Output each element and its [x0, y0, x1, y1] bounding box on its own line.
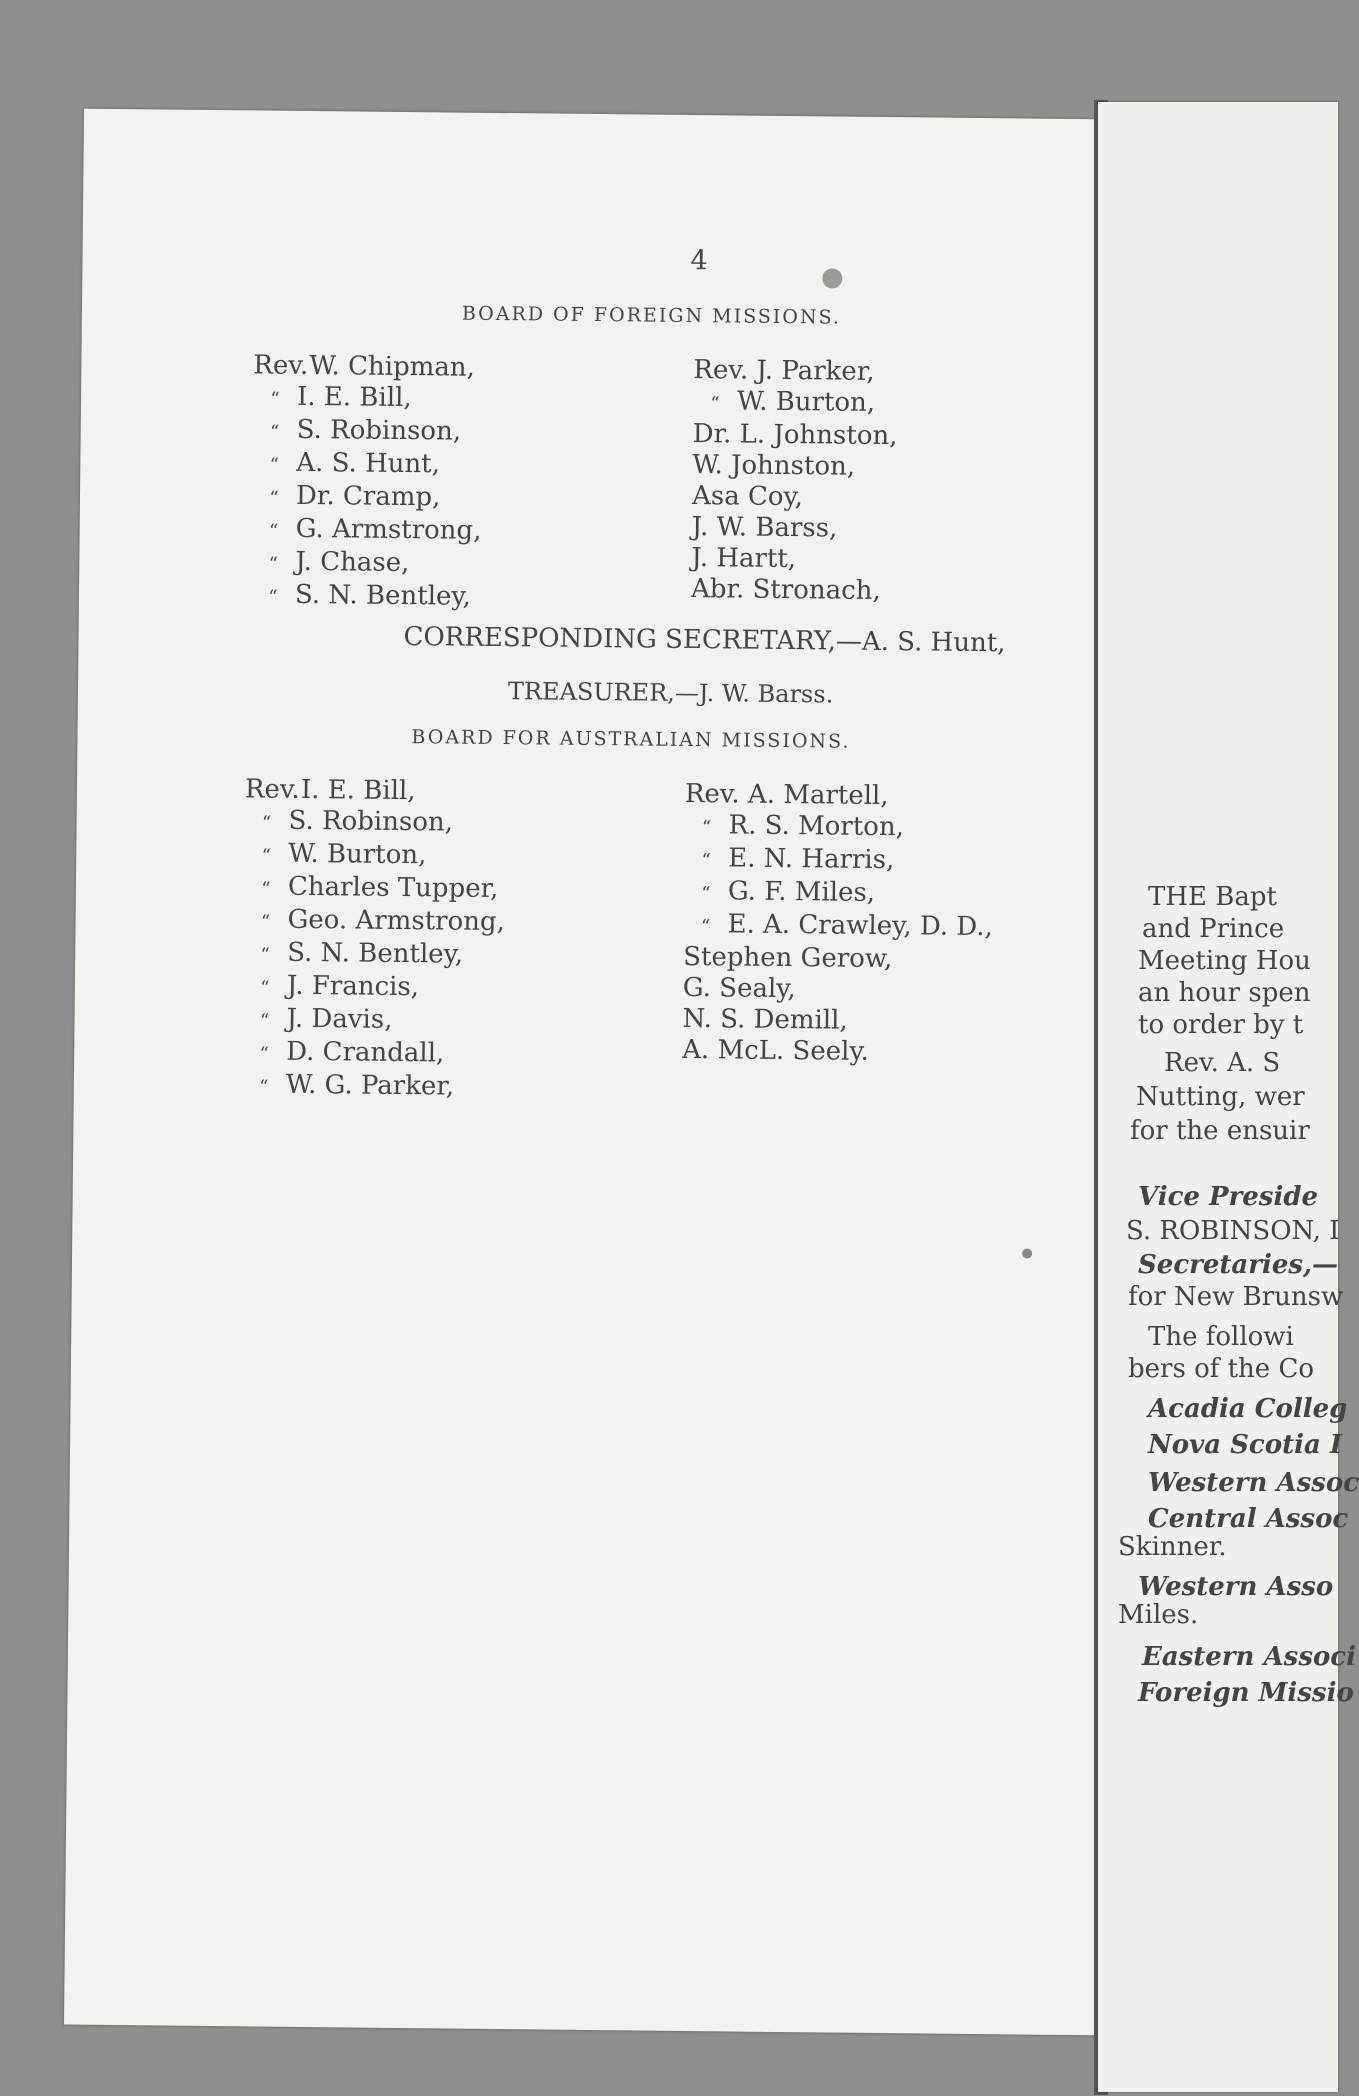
foreign-board-entry — [252, 447, 482, 482]
entry-name: G. Sealy, — [682, 972, 796, 1005]
right-page-fragment: Acadia Colleg — [1148, 1394, 1348, 1424]
right-page-fragment: THE Bapt — [1148, 882, 1277, 912]
entry-name: Geo. Armstrong, — [287, 904, 506, 938]
entry-name: J. W. Barss, — [691, 512, 838, 544]
right-page-fragment: for the ensuir — [1130, 1116, 1310, 1146]
ink-spot — [822, 268, 842, 288]
entry-prefix: “ — [260, 911, 271, 933]
australian-board-entry — [682, 1004, 992, 1038]
entry-name: J. Hartt, — [691, 543, 797, 575]
right-page-fragment: Eastern Associ — [1142, 1642, 1357, 1672]
entry-name: Stephen Gerow, — [683, 941, 893, 975]
entry-name: S. N. Bentley, — [294, 579, 472, 612]
australian-board-entry — [242, 1069, 504, 1105]
australian-board-entry — [244, 871, 506, 907]
entry-name: N. S. Demill, — [682, 1003, 848, 1036]
ink-spot — [1022, 1249, 1032, 1259]
australian-board-entry — [685, 779, 995, 813]
right-page-fragment: S. ROBINSON, I — [1126, 1216, 1340, 1246]
entry-prefix: “ — [701, 817, 712, 839]
australian-board-column-2 — [682, 779, 994, 1069]
entry-name: I. E. Bill, — [300, 774, 416, 807]
entry-name: J. Chase, — [295, 546, 410, 579]
entry-prefix: “ — [268, 586, 278, 608]
entry-name: W. Burton, — [288, 838, 427, 871]
entry-name: Charles Tupper, — [287, 871, 499, 904]
entry-prefix: “ — [701, 850, 711, 872]
entry-name: W. Johnston, — [692, 450, 856, 482]
australian-board-entry — [244, 838, 506, 874]
foreign-board-entry — [693, 355, 898, 388]
entry-name: E. A. Crawley, D. D., — [727, 909, 993, 943]
entry-name: G. F. Miles, — [727, 876, 876, 908]
australian-board-entry — [242, 1036, 504, 1072]
entry-prefix: “ — [268, 520, 279, 542]
right-page-fragment: for New Brunsw — [1128, 1282, 1344, 1312]
right-page-fragment: bers of the Co — [1128, 1354, 1314, 1384]
entry-name: A. S. Hunt, — [296, 447, 441, 480]
foreign-board-entry — [692, 481, 897, 514]
entry-name: D. Crandall, — [286, 1036, 445, 1069]
australian-board-entry — [684, 876, 994, 912]
foreign-board-column-1 — [251, 350, 483, 614]
entry-name: Abr. Stronach, — [690, 574, 881, 606]
foreign-board-entry — [251, 579, 481, 614]
right-page — [1098, 102, 1359, 2092]
foreign-board-entry — [692, 512, 897, 545]
right-page-fragment: Rev. A. S — [1164, 1048, 1281, 1078]
australian-board-entry — [684, 843, 994, 879]
entry-prefix: “ — [259, 1076, 269, 1098]
australian-board-entry — [683, 942, 993, 976]
entry-name: W. Chipman, — [309, 350, 476, 383]
foreign-board-entry — [251, 513, 481, 548]
entry-name: J. Francis, — [286, 970, 420, 1003]
entry-prefix: “ — [269, 454, 280, 476]
entry-name: Rev. J. Parker, — [693, 355, 875, 387]
foreign-board-entry — [253, 350, 483, 383]
right-page-fragment: Secretaries,— — [1138, 1250, 1339, 1280]
entry-prefix: “ — [268, 553, 279, 575]
foreign-board-entry — [692, 450, 897, 483]
entry-prefix: “ — [700, 916, 711, 938]
entry-prefix: “ — [259, 1010, 270, 1032]
right-page-fragment: Miles. — [1118, 1600, 1199, 1630]
right-page-fragment: Western Asso — [1138, 1572, 1334, 1602]
foreign-missions-heading: BOARD OF FOREIGN MISSIONS. — [461, 302, 842, 329]
entry-name: G. Armstrong, — [295, 513, 482, 546]
foreign-board-entry — [251, 546, 481, 581]
entry-name: J. Davis, — [286, 1003, 393, 1035]
right-page-fragment: Vice Preside — [1138, 1182, 1319, 1212]
entry-prefix: “ — [261, 812, 272, 834]
entry-prefix: “ — [270, 388, 280, 410]
entry-name: W. Burton, — [736, 386, 876, 418]
entry-name: Dr. L. Johnston, — [692, 419, 898, 452]
entry-name: Rev. A. Martell, — [684, 778, 889, 812]
right-page-fragment: The followi — [1148, 1322, 1294, 1352]
entry-name: E. N. Harris, — [728, 843, 895, 876]
treasurer: TREASURER,—J. W. Barss. — [507, 677, 834, 709]
australian-board-entry — [245, 774, 507, 808]
entry-prefix: Rev. — [244, 774, 300, 805]
right-page-fragment: and Prince — [1142, 914, 1285, 944]
australian-board-entry — [243, 970, 505, 1006]
australian-board-entry — [244, 805, 506, 841]
entry-name: S. Robinson, — [288, 805, 454, 838]
australian-board-entry — [243, 904, 505, 940]
entry-prefix: Rev. — [253, 350, 309, 381]
entry-prefix: “ — [261, 845, 271, 867]
australian-board-entry — [684, 810, 994, 846]
australian-board-entry — [682, 1035, 992, 1069]
right-page-fragment: Western Assoc — [1148, 1468, 1359, 1498]
entry-name: S. Robinson, — [296, 414, 462, 447]
entry-prefix: “ — [261, 878, 271, 900]
australian-missions-heading: BOARD FOR AUSTRALIAN MISSIONS. — [411, 726, 851, 753]
right-page-fragment: Nova Scotia I — [1148, 1430, 1343, 1460]
australian-board-column-1 — [242, 774, 507, 1105]
foreign-board-entry — [253, 381, 483, 416]
right-page-fragment: Foreign Missio — [1138, 1678, 1354, 1708]
right-page-fragment: Central Assoc — [1148, 1504, 1349, 1534]
entry-prefix: “ — [260, 944, 270, 966]
australian-board-entry — [243, 937, 505, 973]
foreign-board-column-2 — [691, 355, 898, 607]
entry-prefix: “ — [260, 977, 270, 999]
entry-name: I. E. Bill, — [296, 381, 412, 414]
page-number: 4 — [690, 244, 708, 277]
right-page-fragment: Nutting, wer — [1136, 1082, 1305, 1112]
entry-name: W. G. Parker, — [285, 1069, 455, 1102]
entry-prefix: “ — [259, 1043, 269, 1065]
australian-board-entry — [683, 973, 993, 1007]
foreign-board-entry — [253, 414, 483, 449]
entry-name: A. McL. Seely. — [682, 1034, 870, 1067]
corresponding-secretary: CORRESPONDING SECRETARY,—A. S. Hunt, — [403, 621, 1006, 659]
entry-name: R. S. Morton, — [728, 810, 905, 843]
foreign-board-entry — [252, 480, 482, 515]
australian-board-entry — [683, 909, 993, 945]
entry-name: S. N. Bentley, — [287, 937, 464, 970]
entry-prefix: “ — [710, 393, 720, 415]
foreign-board-entry — [691, 543, 896, 576]
right-page-fragment: to order by t — [1138, 1010, 1304, 1040]
australian-board-entry — [242, 1003, 504, 1039]
right-page-fragment: Meeting Hou — [1138, 946, 1311, 976]
entry-prefix: “ — [269, 421, 280, 443]
entry-name: Dr. Cramp, — [295, 480, 441, 513]
entry-name: Asa Coy, — [691, 481, 804, 513]
right-page-fragment: Skinner. — [1118, 1532, 1227, 1562]
entry-prefix: “ — [269, 487, 279, 509]
foreign-board-entry — [693, 419, 898, 452]
foreign-board-entry — [691, 574, 896, 607]
foreign-board-entry — [693, 386, 898, 421]
right-page-fragment: an hour spen — [1138, 978, 1311, 1008]
left-page — [64, 109, 1122, 2036]
entry-prefix: “ — [701, 883, 711, 905]
